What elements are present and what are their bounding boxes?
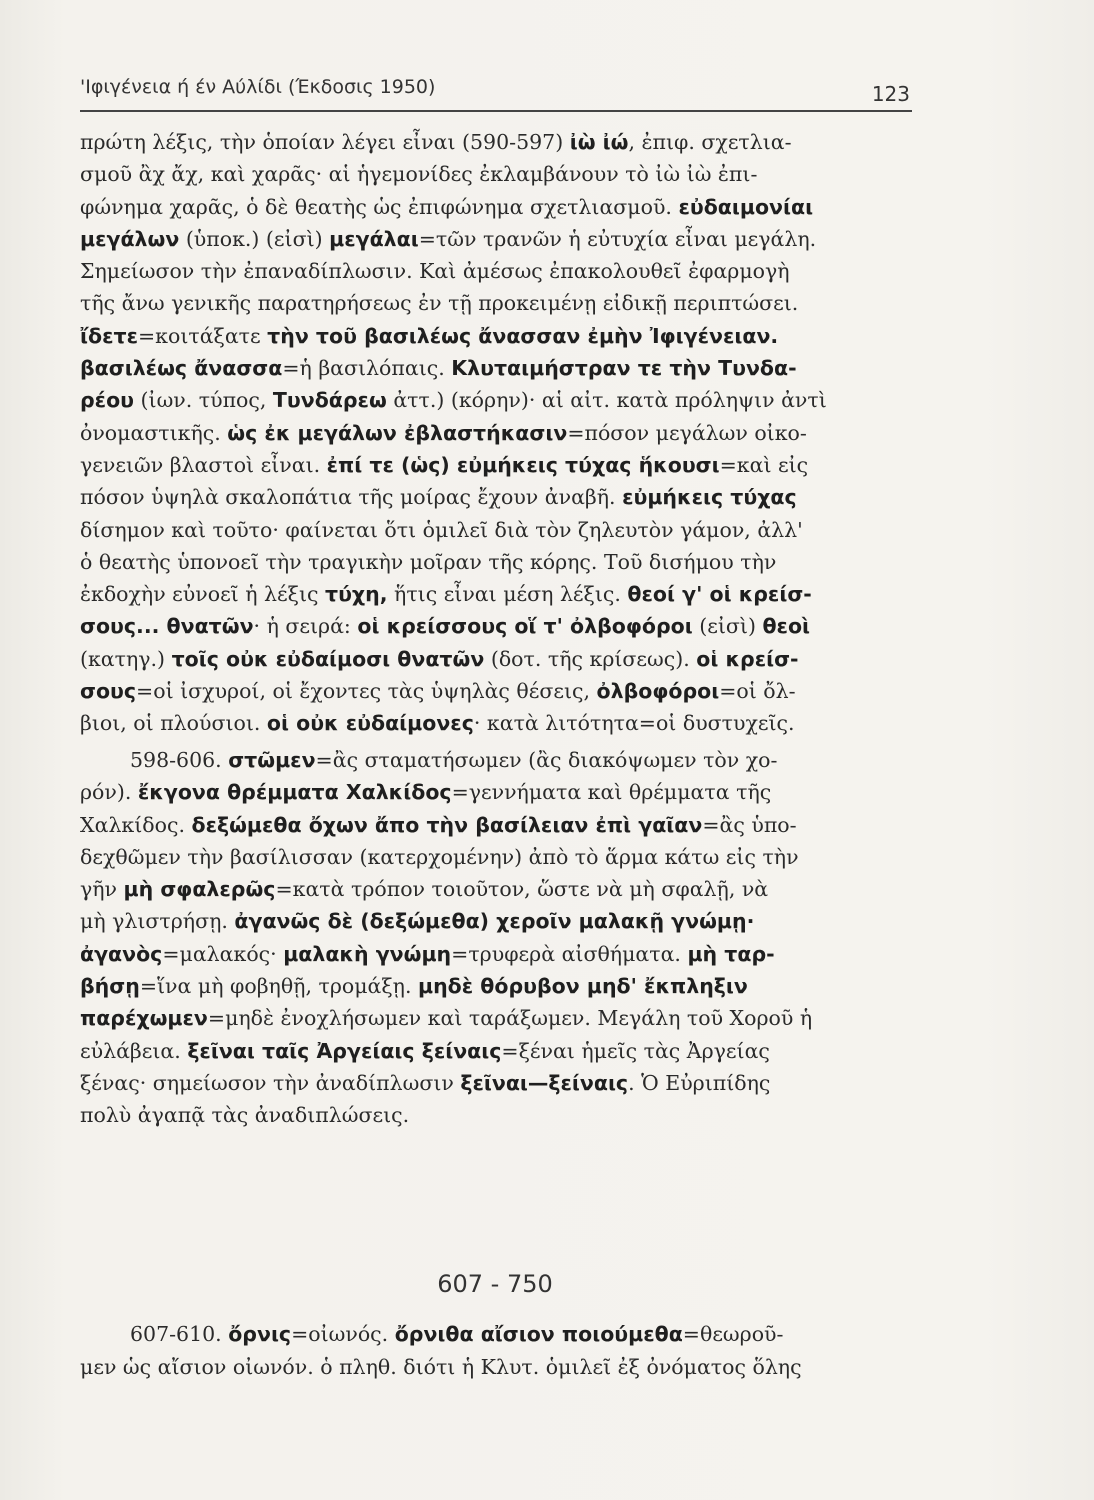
gloss-text: βιοι, οἱ πλούσιοι. — [80, 711, 267, 736]
gloss-text: =οἰωνός. — [291, 1322, 395, 1346]
lemma: σους — [80, 679, 137, 704]
gloss-text: =κοιτάξατε — [137, 323, 268, 348]
gloss-text: ὀνομαστικῆς. — [80, 420, 228, 445]
gloss-text: =τρυφερὰ αἰσθήματα. — [451, 941, 688, 966]
lemma: θεοὶ — [762, 614, 811, 639]
gloss-text: =μαλακός· — [162, 941, 284, 966]
lemma: οἱ οὐκ εὐδαίμονες — [266, 711, 474, 736]
gloss-text: =ἂς ὑπο- — [702, 812, 797, 837]
lemma: μὴ σφαλερῶς — [123, 877, 276, 902]
gloss-text: ξένας· σημείωσον τὴν ἀναδίπλωσιν — [80, 1070, 461, 1095]
gloss-text: πρώτη λέξις, τὴν ὁποίαν λέγει εἶναι (590-597) — [80, 130, 570, 154]
gloss-text: μεν ὡς αἴσιον οἰωνόν. ὁ πληθ. διότι ἡ Κλυτ. ὁμιλεῖ ἐξ ὀνόματος ὅλης — [80, 1355, 802, 1379]
text-line — [80, 417, 910, 449]
gloss-text: =τῶν τρανῶν ἡ εὐτυχία εἶναι μεγάλη. — [418, 226, 817, 251]
text-line — [80, 320, 910, 352]
gloss-text: Σημείωσον τὴν ἐπαναδίπλωσιν. Καὶ ἀμέσως ἐπακολουθεῖ ἐφαρμογὴ — [80, 259, 790, 284]
gloss-text: . Ὁ Εὐριπίδης — [628, 1070, 771, 1095]
lemma: μαλακὴ γνώμη — [283, 941, 452, 966]
gloss-text: γῆν — [80, 877, 124, 902]
page-number: 123 — [871, 82, 910, 106]
text-line — [80, 126, 910, 158]
text-line — [80, 158, 910, 190]
lemma: δεξώμεθα ὄχων ἄπο τὴν βασίλειαν ἐπὶ γαῖαν — [191, 812, 703, 837]
lemma: εὐμήκεις τύχας — [622, 485, 797, 510]
gloss-text: 607-610. — [130, 1322, 229, 1346]
lemma: σους... θνατῶν — [80, 614, 254, 639]
gloss-text: =οἱ ἰσχυροί, οἱ ἔχοντες τὰς ὑψηλὰς θέσεις, — [136, 679, 597, 704]
text-line — [80, 841, 910, 873]
gloss-text: (δοτ. τῆς κρίσεως). — [484, 646, 697, 671]
gloss-text: εὐλάβεια. — [80, 1038, 188, 1063]
gloss-text: =καὶ εἰς — [719, 452, 809, 477]
gloss-text: =πόσον μεγάλων οἰκο- — [567, 420, 807, 445]
lemma: μεγάλαι — [329, 226, 419, 251]
gloss-text: =ξέναι ἡμεῖς τὰς Ἀργείας — [501, 1038, 770, 1063]
gloss-text: ἥτις εἶναι μέση λέξις. — [387, 582, 628, 607]
lemma: ἴδετε — [80, 323, 138, 348]
gloss-text: ρόν). — [80, 780, 138, 805]
gloss-text: δεχθῶμεν τὴν βασίλισσαν (κατερχομένην) ἀπὸ τὸ ἅρμα κάτω εἰς τὴν — [80, 844, 799, 869]
text-line — [80, 938, 910, 970]
section-heading: 607 - 750 — [437, 1270, 553, 1298]
text-line — [80, 191, 910, 223]
gloss-text: 598-606. — [130, 748, 229, 772]
lemma: ὀλβοφόροι — [596, 679, 720, 704]
gloss-text: (κατηγ.) — [80, 646, 172, 671]
lemma: τὴν τοῦ βασιλέως ἄνασσαν ἐμὴν Ἰφιγένειαν. — [267, 323, 779, 348]
text-line — [80, 255, 910, 287]
lemma: ἔκγονα θρέμματα Χαλκίδος — [137, 780, 452, 805]
gloss-text: , ἐπιφ. σχετλια- — [628, 130, 792, 154]
text-line — [80, 809, 910, 841]
lemma: ὡς ἐκ μεγάλων ἐβλαστήκασιν — [227, 420, 568, 445]
gloss-text: =μηδὲ ἐνοχλήσωμεν καὶ ταράξωμεν. Μεγάλη τοῦ Χοροῦ ἡ — [207, 1006, 813, 1031]
header-rule — [80, 110, 912, 112]
lemma: ἰὼ ἰώ — [569, 130, 629, 154]
lemma: ὄρνις — [228, 1322, 292, 1346]
lemma: οἱ κρείσσους οἵ τ' ὀλβοφόροι — [357, 614, 693, 639]
text-line — [80, 707, 910, 739]
lemma: παρέχωμεν — [80, 1006, 208, 1031]
lemma: στῶμεν — [228, 748, 316, 772]
lemma: ξεῖναι ταῖς Ἀργείαις ξείναις — [187, 1038, 502, 1063]
gloss-text: μὴ γλιστρήσῃ. — [80, 909, 235, 934]
lemma: βασιλέως ἄνασσα — [80, 356, 283, 381]
gloss-text: ἐκδοχὴν εὐνοεῖ ἡ λέξις — [80, 582, 325, 607]
text-line — [80, 905, 910, 937]
text-line — [80, 481, 910, 513]
text-line — [80, 776, 910, 808]
lemma: Κλυταιμήστραν τε τὴν Τυνδα- — [451, 356, 797, 381]
lemma: μὴ ταρ- — [687, 941, 775, 966]
text-line — [80, 223, 910, 255]
commentary-block-2 — [80, 744, 910, 1132]
commentary-block-3 — [80, 1318, 910, 1384]
gloss-text: ὁ θεατὴς ὑπονοεῖ τὴν τραγικὴν μοῖραν τῆς κόρης. Τοῦ δισήμου τὴν — [80, 549, 777, 574]
text-line — [80, 514, 910, 546]
page-header — [80, 68, 910, 108]
gloss-text: =ἂς σταματήσωμεν (ἂς διακόψωμεν τὸν χο- — [315, 748, 778, 772]
text-line — [80, 1351, 910, 1384]
text-line — [80, 287, 910, 319]
text-line — [80, 384, 910, 416]
gloss-text: Χαλκίδος. — [80, 812, 192, 837]
text-line — [80, 1035, 910, 1067]
text-line — [80, 578, 910, 610]
text-line — [80, 352, 910, 384]
gloss-text: φώνημα χαρᾶς, ὁ δὲ θεατὴς ὡς ἐπιφώνημα σχετλιασμοῦ. — [80, 194, 679, 219]
gloss-text: =ἡ βασιλόπαις. — [282, 356, 452, 381]
lemma: ἀγανῶς δὲ (δεξώμεθα) χεροῖν μαλακῇ γνώμῃ· — [234, 909, 755, 934]
text-line — [80, 449, 910, 481]
text-line — [80, 546, 910, 578]
text-line — [80, 643, 910, 675]
gloss-text: γενειῶν βλαστοὶ εἶναι. — [80, 452, 327, 477]
gloss-text: =ἵνα μὴ φοβηθῇ, τρομάξῃ. — [139, 974, 418, 999]
text-line — [80, 1318, 910, 1351]
text-line — [80, 873, 910, 905]
lemma: εὐδαιμονίαι — [678, 194, 814, 219]
gloss-text: πόσον ὑψηλὰ σκαλοπάτια τῆς μοίρας ἔχουν ἀναβῆ. — [80, 485, 623, 510]
text-line — [80, 1099, 910, 1131]
text-line — [80, 1002, 910, 1034]
gloss-text: δίσημον καὶ τοῦτο· φαίνεται ὅτι ὁμιλεῖ διὰ τὸν ζηλευτὸν γάμον, ἀλλ' — [80, 517, 803, 542]
gloss-text: (ὑποκ.) (εἰσὶ) — [179, 226, 330, 251]
gloss-text: =οἱ ὄλ- — [719, 679, 796, 704]
gloss-text: σμοῦ ἂχ ἄχ, καὶ χαρᾶς· αἱ ἡγεμονίδες ἐκλαμβάνουν τὸ ἰὼ ἰὼ ἐπι- — [80, 162, 758, 187]
running-title: 'Ιφιγένεια ή έν Αύλίδι (Έκδοσις 1950) — [80, 76, 436, 98]
lemma: οἱ κρείσ- — [696, 646, 799, 671]
lemma: ρέου — [80, 388, 135, 413]
text-line — [80, 970, 910, 1002]
lemma: τοῖς οὐκ εὐδαίμοσι θνατῶν — [171, 646, 485, 671]
gloss-text: · κατὰ λιτότητα=οἱ δυστυχεῖς. — [473, 711, 795, 736]
lemma: θεοί γ' οἱ κρείσ- — [627, 582, 812, 607]
lemma: Τυνδάρεω — [272, 388, 387, 413]
gloss-text: · ἡ σειρά: — [253, 614, 358, 639]
lemma: ἀγανὸς — [80, 941, 163, 966]
gloss-text: (εἰσὶ) — [692, 614, 763, 639]
lemma: ξεῖναι—ξείναις — [460, 1070, 629, 1095]
gloss-text: =γεννήματα καὶ θρέμματα τῆς — [451, 780, 772, 805]
gloss-text: τῆς ἄνω γενικῆς παρατηρήσεως ἐν τῇ προκειμένῃ εἰδικῇ περιπτώσει. — [80, 291, 799, 316]
gloss-text: (ἰων. τύπος, — [134, 388, 273, 413]
text-line — [80, 610, 910, 642]
lemma: μεγάλων — [80, 226, 180, 251]
lemma: ὄρνιθα αἴσιον ποιούμεθα — [394, 1322, 683, 1346]
gloss-text: ἀττ.) (κόρην)· αἱ αἰτ. κατὰ πρόληψιν ἀντὶ — [386, 388, 827, 413]
gloss-text: =κατὰ τρόπον τοιοῦτον, ὥστε νὰ μὴ σφαλῇ, νὰ — [275, 877, 769, 902]
text-line — [80, 744, 910, 776]
lemma: ἐπί τε (ὡς) εὐμήκεις τύχας ἥκουσι — [326, 452, 720, 477]
lemma: βήσῃ — [80, 974, 140, 999]
commentary-block-1 — [80, 126, 910, 740]
gloss-text: πολὺ ἀγαπᾷ τὰς ἀναδιπλώσεις. — [80, 1103, 410, 1128]
lemma: μηδὲ θόρυβον μηδ' ἔκπληξιν — [418, 974, 748, 999]
gloss-text: =θεωροῦ- — [682, 1322, 784, 1346]
text-line — [80, 1067, 910, 1099]
text-line — [80, 675, 910, 707]
lemma: τύχη, — [324, 582, 388, 607]
